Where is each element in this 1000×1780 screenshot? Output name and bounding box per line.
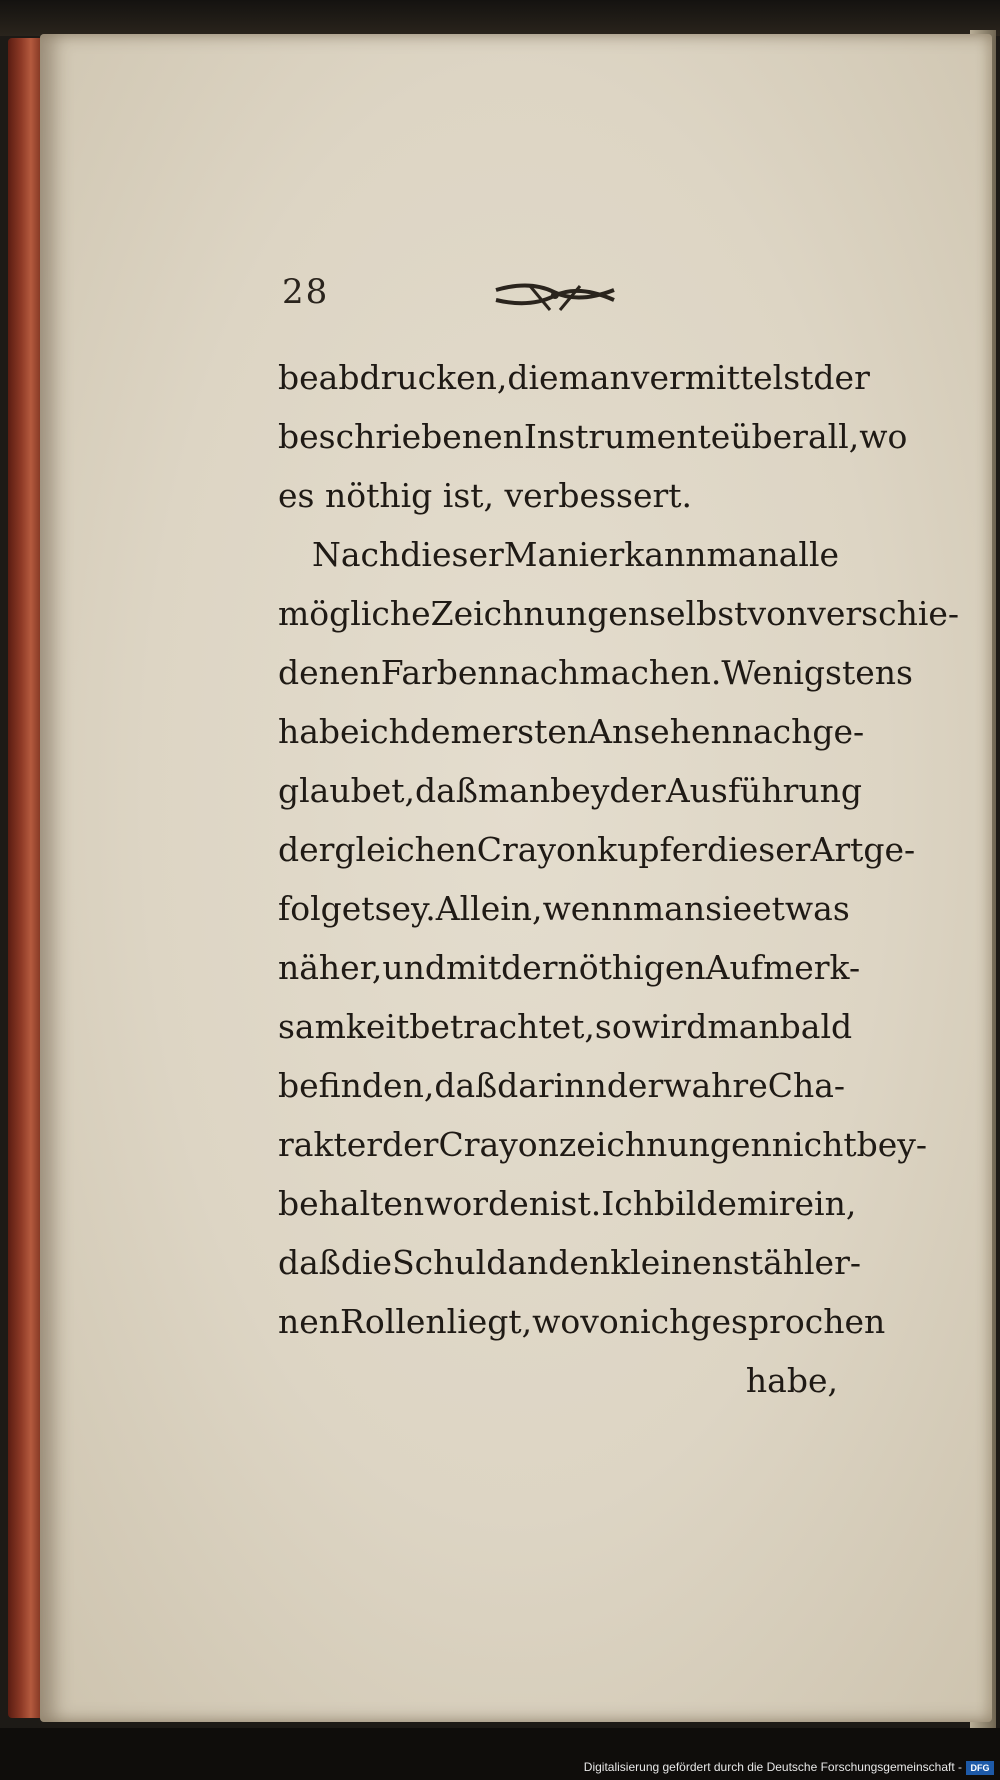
word: betrachtet, bbox=[409, 1007, 595, 1046]
text-line bbox=[278, 466, 838, 525]
word: der bbox=[813, 358, 870, 397]
word: der bbox=[382, 1125, 439, 1164]
scan-background-top bbox=[0, 0, 1000, 36]
word: man bbox=[558, 358, 631, 397]
word: kleinen bbox=[610, 1243, 733, 1282]
body-text bbox=[278, 348, 960, 1410]
word: Wenigstens bbox=[721, 653, 913, 692]
word: sie bbox=[705, 889, 753, 928]
word: vermittelst bbox=[630, 358, 814, 397]
word: man bbox=[707, 1007, 780, 1046]
text-line bbox=[278, 1174, 857, 1233]
word: worden bbox=[424, 1184, 550, 1223]
word: ich bbox=[640, 1302, 691, 1341]
digitization-credit: Digitalisierung gefördert durch die Deutsche Forschungsgemeinschaft - bbox=[583, 1760, 962, 1774]
text-line bbox=[278, 702, 865, 761]
text-line bbox=[278, 1115, 928, 1174]
word: die bbox=[507, 358, 559, 397]
word: ge- bbox=[812, 712, 865, 751]
word: bald bbox=[779, 1007, 853, 1046]
word: nach bbox=[731, 712, 813, 751]
word: ein, bbox=[794, 1184, 857, 1223]
word: darinn bbox=[497, 1066, 607, 1105]
word: samkeit bbox=[278, 1007, 410, 1046]
word: mögliche bbox=[278, 594, 431, 633]
text-line bbox=[278, 879, 850, 938]
word: denen bbox=[278, 653, 381, 692]
word: Crayonkupfer bbox=[476, 830, 708, 869]
dfg-logo-icon: DFG bbox=[966, 1761, 994, 1775]
word: abdrucken, bbox=[318, 358, 508, 397]
word: Allein, bbox=[435, 889, 543, 928]
word: nicht bbox=[771, 1125, 857, 1164]
word: etwas bbox=[752, 889, 850, 928]
word: behalten bbox=[278, 1184, 425, 1223]
word: daß bbox=[434, 1066, 498, 1105]
word: man bbox=[477, 771, 551, 810]
scan-background-bottom bbox=[0, 1728, 1000, 1780]
word: man bbox=[632, 889, 706, 928]
word: näher, bbox=[278, 948, 383, 987]
word: nen bbox=[278, 1302, 341, 1341]
word: be bbox=[278, 358, 319, 397]
page-number: 28 bbox=[282, 272, 330, 312]
word: dergleichen bbox=[278, 830, 477, 869]
word: den bbox=[548, 1243, 611, 1282]
word: wenn bbox=[542, 889, 633, 928]
word: gesprochen bbox=[690, 1302, 886, 1341]
word: Rollen bbox=[340, 1302, 447, 1341]
text-line bbox=[278, 1233, 862, 1292]
word: Art bbox=[810, 830, 864, 869]
word: nachmachen. bbox=[498, 653, 722, 692]
word: stähler- bbox=[732, 1243, 862, 1282]
word: Crayonzeichnungen bbox=[438, 1125, 772, 1164]
word: so bbox=[594, 1007, 632, 1046]
word: alle bbox=[778, 535, 840, 574]
word: selbst bbox=[649, 594, 748, 633]
word: sey. bbox=[374, 889, 436, 928]
word: wahre bbox=[663, 1066, 768, 1105]
word: der bbox=[609, 771, 666, 810]
word: glaubet, bbox=[278, 771, 416, 810]
word: kann bbox=[624, 535, 707, 574]
text-line bbox=[278, 1292, 886, 1351]
word: Manier bbox=[503, 535, 625, 574]
word: Aufmerk- bbox=[705, 948, 861, 987]
header-ornament-icon bbox=[490, 276, 620, 316]
text-line bbox=[278, 938, 861, 997]
word: daß bbox=[415, 771, 478, 810]
word: man bbox=[706, 535, 779, 574]
word: folget bbox=[278, 889, 375, 928]
catchword-line bbox=[278, 1351, 838, 1410]
word: daß bbox=[278, 1243, 341, 1282]
word: nöthigen bbox=[557, 948, 706, 987]
word: die bbox=[340, 1243, 393, 1282]
text-line bbox=[278, 761, 862, 820]
word: Farben bbox=[380, 653, 499, 692]
word: von bbox=[747, 594, 808, 633]
word: dieser bbox=[707, 830, 811, 869]
text-line bbox=[278, 1056, 846, 1115]
word: wird bbox=[631, 1007, 708, 1046]
word: an bbox=[507, 1243, 549, 1282]
word: der bbox=[501, 948, 558, 987]
word: wo bbox=[859, 417, 908, 456]
word: ich bbox=[359, 712, 410, 751]
text-line bbox=[278, 407, 908, 466]
catchword: habe, bbox=[745, 1361, 838, 1400]
text-line bbox=[278, 997, 853, 1056]
word: Schuld bbox=[392, 1243, 508, 1282]
word: Ich bbox=[601, 1184, 655, 1223]
word: Instrumente bbox=[523, 417, 731, 456]
word: befinden, bbox=[278, 1066, 435, 1105]
text-line bbox=[278, 525, 838, 584]
word: verschie- bbox=[807, 594, 960, 633]
text-line bbox=[278, 348, 870, 407]
text-line bbox=[278, 820, 916, 879]
text-line bbox=[278, 643, 913, 702]
word: Zeichnungen bbox=[430, 594, 650, 633]
word: bey- bbox=[856, 1125, 928, 1164]
word: Ausführung bbox=[665, 771, 862, 810]
word: mir bbox=[736, 1184, 795, 1223]
word: überall, bbox=[730, 417, 860, 456]
word: Nach bbox=[312, 535, 401, 574]
word: ge- bbox=[863, 830, 916, 869]
text-line bbox=[278, 584, 960, 643]
word: dieser bbox=[400, 535, 504, 574]
word: ist. bbox=[549, 1184, 602, 1223]
word: und bbox=[382, 948, 446, 987]
word: liegt, bbox=[446, 1302, 533, 1341]
word: der bbox=[606, 1066, 664, 1105]
word: beschriebenen bbox=[278, 417, 524, 456]
word: rakter bbox=[278, 1125, 383, 1164]
word: Ansehen bbox=[588, 712, 732, 751]
text-line-content: es nöthig ist, verbessert. bbox=[278, 476, 693, 515]
word: wovon bbox=[532, 1302, 641, 1341]
word: dem bbox=[409, 712, 482, 751]
word: Cha- bbox=[767, 1066, 846, 1105]
word: bey bbox=[550, 771, 610, 810]
word: mit bbox=[446, 948, 502, 987]
word: habe bbox=[278, 712, 360, 751]
word: bilde bbox=[654, 1184, 737, 1223]
word: ersten bbox=[481, 712, 589, 751]
